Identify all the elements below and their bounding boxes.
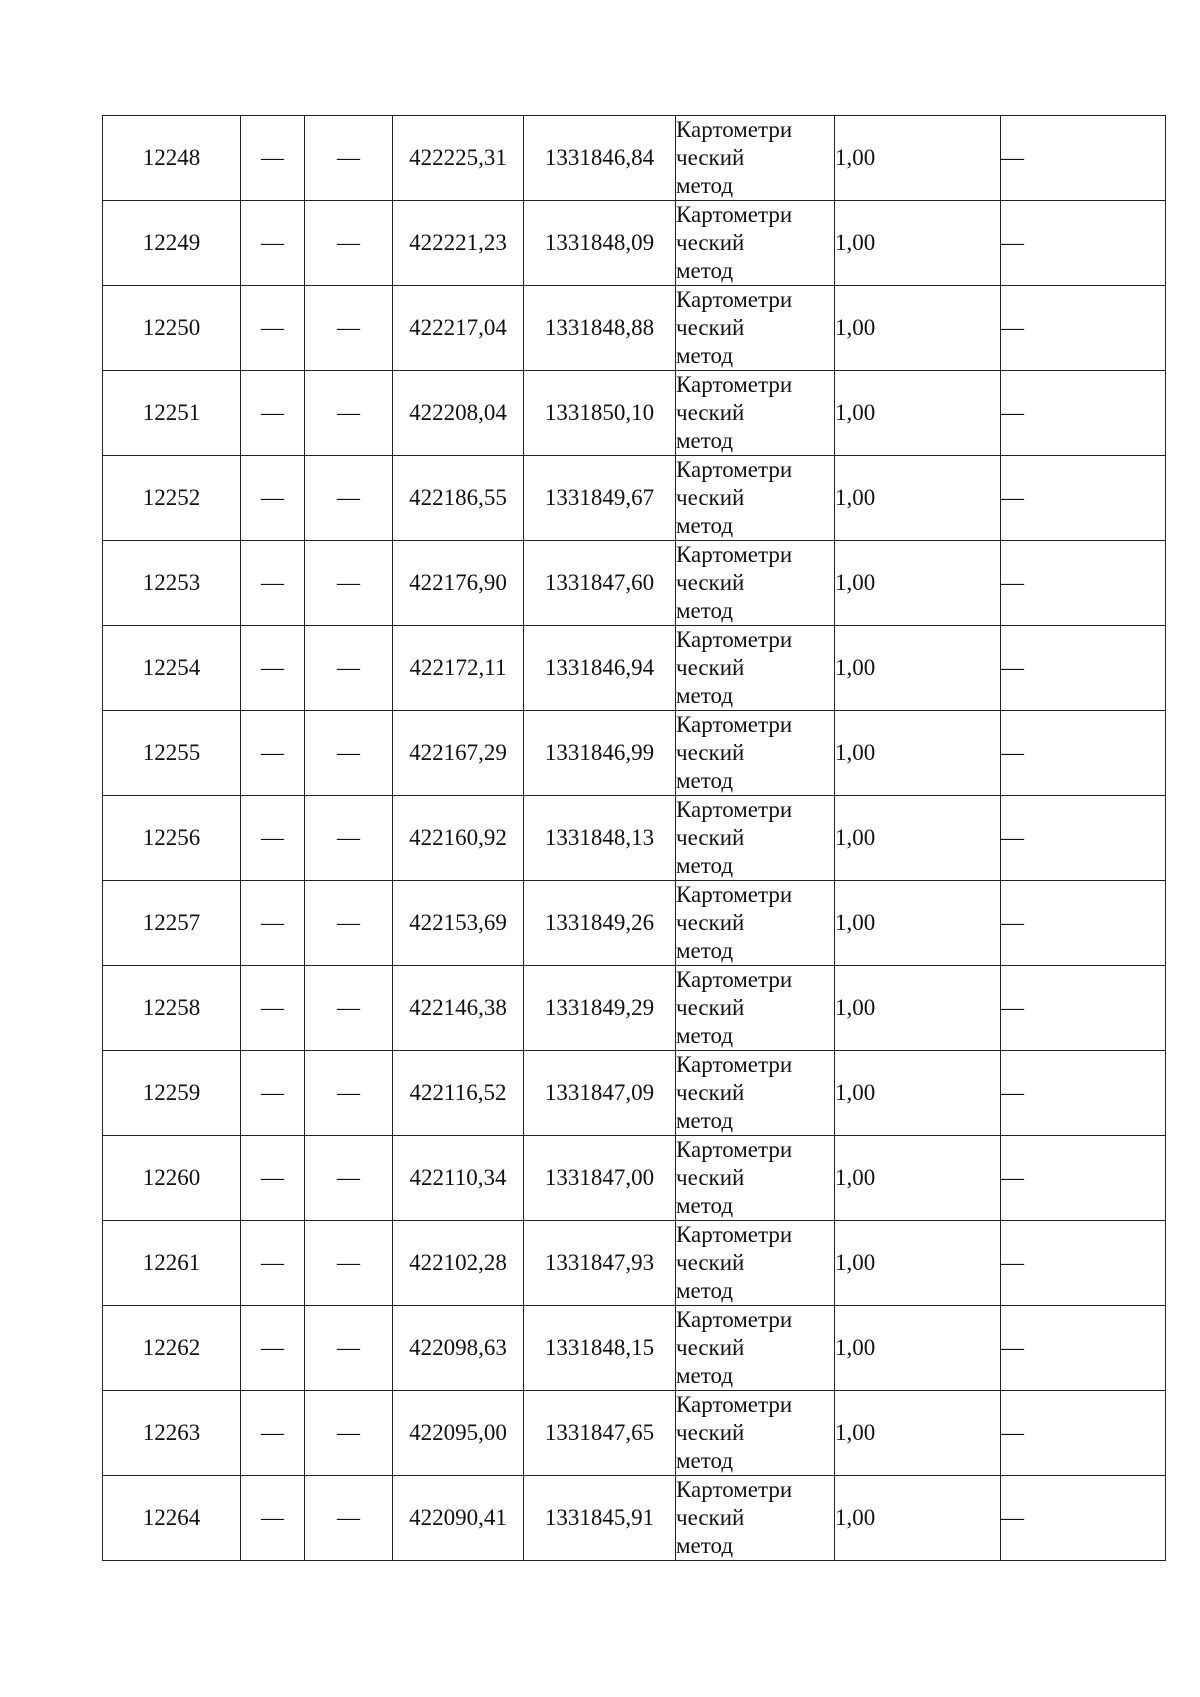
table-row: [103, 286, 1166, 371]
table-row: [103, 881, 1166, 966]
x-coordinate-cell: 422102,28: [393, 1221, 524, 1306]
table-row: [103, 456, 1166, 541]
accuracy-cell: 1,00: [835, 626, 1001, 711]
y-coordinate-cell: 1331846,99: [524, 711, 676, 796]
table-row: [103, 371, 1166, 456]
method-text-line: метод: [676, 1448, 734, 1473]
accuracy-cell: 1,00: [835, 881, 1001, 966]
point-number-cell: 12257: [103, 881, 241, 966]
table-row: [103, 116, 1166, 201]
note-cell: —: [1001, 286, 1166, 371]
empty-value-cell: —: [305, 1221, 393, 1306]
empty-value-cell: —: [241, 711, 305, 796]
point-number-cell: 12263: [103, 1391, 241, 1476]
empty-value-cell: —: [241, 626, 305, 711]
point-number-cell: 12255: [103, 711, 241, 796]
method-text-line: Картометри: [676, 797, 793, 822]
method-text-line: Картометри: [676, 202, 793, 227]
x-coordinate-cell: 422172,11: [393, 626, 524, 711]
method-text-line: метод: [676, 173, 734, 198]
table-body: [103, 116, 1166, 1561]
method-text-line: ческий: [676, 995, 745, 1020]
empty-value-cell: —: [305, 541, 393, 626]
empty-value-cell: —: [241, 286, 305, 371]
note-cell: —: [1001, 711, 1166, 796]
note-cell: —: [1001, 456, 1166, 541]
note-cell: —: [1001, 1391, 1166, 1476]
empty-value-cell: —: [305, 1136, 393, 1221]
accuracy-cell: 1,00: [835, 116, 1001, 201]
method-text-line: ческий: [676, 910, 745, 935]
x-coordinate-cell: 422208,04: [393, 371, 524, 456]
note-cell: —: [1001, 541, 1166, 626]
accuracy-cell: 1,00: [835, 371, 1001, 456]
accuracy-cell: 1,00: [835, 1476, 1001, 1561]
method-text-line: Картометри: [676, 1307, 793, 1332]
empty-value-cell: —: [241, 1221, 305, 1306]
method-text-line: метод: [676, 598, 734, 623]
x-coordinate-cell: 422146,38: [393, 966, 524, 1051]
x-coordinate-cell: 422167,29: [393, 711, 524, 796]
method-text-line: Картометри: [676, 1222, 793, 1247]
method-cell: [676, 1391, 835, 1476]
note-cell: —: [1001, 1476, 1166, 1561]
method-cell: [676, 1136, 835, 1221]
note-cell: —: [1001, 1306, 1166, 1391]
accuracy-cell: 1,00: [835, 456, 1001, 541]
note-cell: —: [1001, 1221, 1166, 1306]
method-cell: [676, 456, 835, 541]
method-text-line: Картометри: [676, 627, 793, 652]
table-row: [103, 1051, 1166, 1136]
accuracy-cell: 1,00: [835, 966, 1001, 1051]
note-cell: —: [1001, 966, 1166, 1051]
point-number-cell: 12249: [103, 201, 241, 286]
empty-value-cell: —: [305, 201, 393, 286]
point-number-cell: 12250: [103, 286, 241, 371]
method-text-line: Картометри: [676, 712, 793, 737]
table-row: [103, 1391, 1166, 1476]
method-cell: [676, 371, 835, 456]
method-text-line: ческий: [676, 740, 745, 765]
point-number-cell: 12260: [103, 1136, 241, 1221]
empty-value-cell: —: [305, 1391, 393, 1476]
method-cell: [676, 541, 835, 626]
method-text-line: метод: [676, 683, 734, 708]
method-text-line: ческий: [676, 1505, 745, 1530]
empty-value-cell: —: [305, 1306, 393, 1391]
x-coordinate-cell: 422176,90: [393, 541, 524, 626]
point-number-cell: 12248: [103, 116, 241, 201]
y-coordinate-cell: 1331848,88: [524, 286, 676, 371]
x-coordinate-cell: 422217,04: [393, 286, 524, 371]
empty-value-cell: —: [241, 966, 305, 1051]
method-text-line: метод: [676, 938, 734, 963]
empty-value-cell: —: [241, 1476, 305, 1561]
accuracy-cell: 1,00: [835, 711, 1001, 796]
table-row: [103, 966, 1166, 1051]
method-cell: [676, 626, 835, 711]
table-row: [103, 796, 1166, 881]
point-number-cell: 12254: [103, 626, 241, 711]
method-text-line: Картометри: [676, 882, 793, 907]
note-cell: —: [1001, 626, 1166, 711]
table-row: [103, 1221, 1166, 1306]
y-coordinate-cell: 1331849,29: [524, 966, 676, 1051]
method-text-line: Картометри: [676, 967, 793, 992]
empty-value-cell: —: [305, 456, 393, 541]
method-cell: [676, 966, 835, 1051]
method-text-line: Картометри: [676, 1477, 793, 1502]
method-cell: [676, 1221, 835, 1306]
empty-value-cell: —: [241, 796, 305, 881]
y-coordinate-cell: 1331847,00: [524, 1136, 676, 1221]
method-cell: [676, 1306, 835, 1391]
method-text-line: Картометри: [676, 1137, 793, 1162]
y-coordinate-cell: 1331846,94: [524, 626, 676, 711]
method-cell: [676, 1476, 835, 1561]
method-text-line: метод: [676, 343, 734, 368]
method-text-line: Картометри: [676, 287, 793, 312]
method-text-line: ческий: [676, 230, 745, 255]
y-coordinate-cell: 1331847,93: [524, 1221, 676, 1306]
x-coordinate-cell: 422153,69: [393, 881, 524, 966]
accuracy-cell: 1,00: [835, 286, 1001, 371]
method-text-line: метод: [676, 1363, 734, 1388]
accuracy-cell: 1,00: [835, 1136, 1001, 1221]
method-text-line: метод: [676, 768, 734, 793]
empty-value-cell: —: [305, 1051, 393, 1136]
empty-value-cell: —: [241, 1051, 305, 1136]
note-cell: —: [1001, 116, 1166, 201]
method-text-line: метод: [676, 1278, 734, 1303]
empty-value-cell: —: [305, 286, 393, 371]
method-text-line: Картометри: [676, 542, 793, 567]
empty-value-cell: —: [241, 881, 305, 966]
method-text-line: ческий: [676, 570, 745, 595]
accuracy-cell: 1,00: [835, 1051, 1001, 1136]
x-coordinate-cell: 422186,55: [393, 456, 524, 541]
method-text-line: метод: [676, 428, 734, 453]
empty-value-cell: —: [305, 796, 393, 881]
point-number-cell: 12259: [103, 1051, 241, 1136]
method-text-line: ческий: [676, 1165, 745, 1190]
method-text-line: метод: [676, 1023, 734, 1048]
y-coordinate-cell: 1331848,15: [524, 1306, 676, 1391]
note-cell: —: [1001, 371, 1166, 456]
method-text-line: ческий: [676, 1250, 745, 1275]
empty-value-cell: —: [305, 626, 393, 711]
method-cell: [676, 711, 835, 796]
x-coordinate-cell: 422221,23: [393, 201, 524, 286]
y-coordinate-cell: 1331845,91: [524, 1476, 676, 1561]
table-row: [103, 201, 1166, 286]
method-text-line: ческий: [676, 485, 745, 510]
method-text-line: ческий: [676, 315, 745, 340]
empty-value-cell: —: [241, 1306, 305, 1391]
note-cell: —: [1001, 201, 1166, 286]
empty-value-cell: —: [241, 1136, 305, 1221]
note-cell: —: [1001, 1136, 1166, 1221]
note-cell: —: [1001, 1051, 1166, 1136]
table-row: [103, 711, 1166, 796]
method-text-line: ческий: [676, 145, 745, 170]
method-cell: [676, 1051, 835, 1136]
empty-value-cell: —: [241, 116, 305, 201]
accuracy-cell: 1,00: [835, 1306, 1001, 1391]
accuracy-cell: 1,00: [835, 541, 1001, 626]
point-number-cell: 12251: [103, 371, 241, 456]
method-text-line: метод: [676, 853, 734, 878]
point-number-cell: 12261: [103, 1221, 241, 1306]
point-number-cell: 12262: [103, 1306, 241, 1391]
table-row: [103, 1476, 1166, 1561]
empty-value-cell: —: [241, 456, 305, 541]
accuracy-cell: 1,00: [835, 201, 1001, 286]
method-text-line: Картометри: [676, 457, 793, 482]
y-coordinate-cell: 1331848,13: [524, 796, 676, 881]
empty-value-cell: —: [241, 541, 305, 626]
method-cell: [676, 286, 835, 371]
empty-value-cell: —: [241, 371, 305, 456]
x-coordinate-cell: 422225,31: [393, 116, 524, 201]
table-row: [103, 1136, 1166, 1221]
point-number-cell: 12258: [103, 966, 241, 1051]
x-coordinate-cell: 422110,34: [393, 1136, 524, 1221]
method-text-line: метод: [676, 1193, 734, 1218]
method-text-line: ческий: [676, 1420, 745, 1445]
method-text-line: Картометри: [676, 1052, 793, 1077]
point-number-cell: 12253: [103, 541, 241, 626]
accuracy-cell: 1,00: [835, 1221, 1001, 1306]
method-text-line: ческий: [676, 655, 745, 680]
y-coordinate-cell: 1331849,26: [524, 881, 676, 966]
empty-value-cell: —: [305, 116, 393, 201]
table-row: [103, 1306, 1166, 1391]
point-number-cell: 12256: [103, 796, 241, 881]
empty-value-cell: —: [305, 371, 393, 456]
accuracy-cell: 1,00: [835, 1391, 1001, 1476]
x-coordinate-cell: 422095,00: [393, 1391, 524, 1476]
point-number-cell: 12252: [103, 456, 241, 541]
table-row: [103, 541, 1166, 626]
method-text-line: метод: [676, 258, 734, 283]
method-cell: [676, 796, 835, 881]
y-coordinate-cell: 1331847,09: [524, 1051, 676, 1136]
method-cell: [676, 201, 835, 286]
x-coordinate-cell: 422098,63: [393, 1306, 524, 1391]
method-cell: [676, 881, 835, 966]
method-text-line: Картометри: [676, 1392, 793, 1417]
method-text-line: метод: [676, 1108, 734, 1133]
method-text-line: метод: [676, 513, 734, 538]
x-coordinate-cell: 422090,41: [393, 1476, 524, 1561]
y-coordinate-cell: 1331849,67: [524, 456, 676, 541]
method-text-line: ческий: [676, 1335, 745, 1360]
empty-value-cell: —: [305, 1476, 393, 1561]
method-text-line: Картометри: [676, 117, 793, 142]
empty-value-cell: —: [241, 201, 305, 286]
y-coordinate-cell: 1331847,65: [524, 1391, 676, 1476]
y-coordinate-cell: 1331850,10: [524, 371, 676, 456]
point-number-cell: 12264: [103, 1476, 241, 1561]
empty-value-cell: —: [241, 1391, 305, 1476]
note-cell: —: [1001, 796, 1166, 881]
empty-value-cell: —: [305, 881, 393, 966]
x-coordinate-cell: 422160,92: [393, 796, 524, 881]
method-text-line: Картометри: [676, 372, 793, 397]
coordinates-table: [102, 115, 1166, 1561]
accuracy-cell: 1,00: [835, 796, 1001, 881]
method-text-line: ческий: [676, 825, 745, 850]
table-row: [103, 626, 1166, 711]
note-cell: —: [1001, 881, 1166, 966]
method-text-line: ческий: [676, 1080, 745, 1105]
method-cell: [676, 116, 835, 201]
y-coordinate-cell: 1331846,84: [524, 116, 676, 201]
method-text-line: ческий: [676, 400, 745, 425]
x-coordinate-cell: 422116,52: [393, 1051, 524, 1136]
empty-value-cell: —: [305, 711, 393, 796]
y-coordinate-cell: 1331847,60: [524, 541, 676, 626]
empty-value-cell: —: [305, 966, 393, 1051]
y-coordinate-cell: 1331848,09: [524, 201, 676, 286]
method-text-line: метод: [676, 1533, 734, 1558]
